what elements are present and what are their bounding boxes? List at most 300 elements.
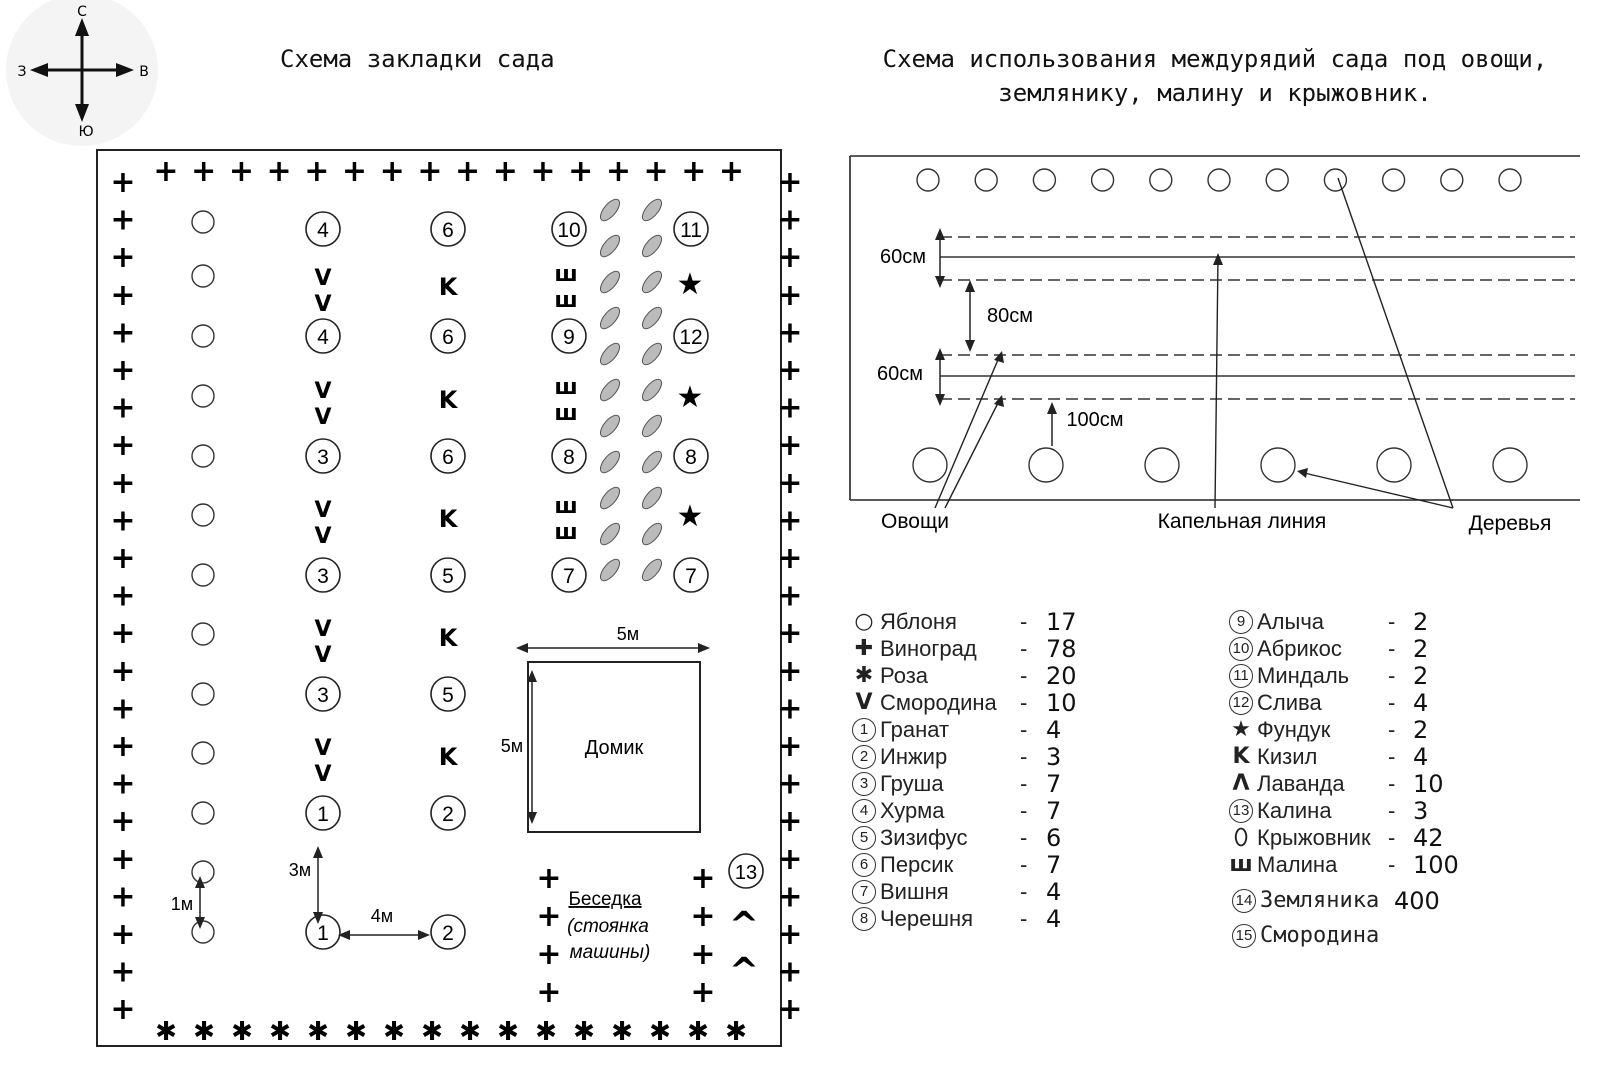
rows-title-line-1: Схема использования междурядий сада под овощи, [882,45,1548,73]
rose-mark: ✱ [269,1017,291,1047]
legend-item-dash: - [1388,662,1396,688]
compass-west-label: З [17,64,27,80]
legend-symbol: ⬯ [1234,825,1248,850]
grape-cross: + [690,861,716,896]
currant-mark: V [314,617,332,642]
compass-east-label: В [139,64,149,80]
legend-symbol-number: 6 [852,853,876,877]
gooseberry-bush [639,232,665,260]
tree-marker-number: 8 [563,446,575,469]
legend-symbol-number: 2 [852,745,876,769]
dim-100cm: 100см [1066,409,1124,431]
legend-item-dash: - [1020,716,1028,742]
gooseberry-bush [639,556,665,584]
cornel-mark: K [438,386,458,414]
grape-cross: + [777,428,803,464]
legend-symbol [1225,691,1257,715]
grape-cross: + [777,691,803,727]
legend-item-name: Малина [1257,851,1338,877]
grape-cross: + [110,465,136,501]
tree-marker-number: 7 [685,565,697,588]
column-f [674,212,708,592]
tree-marker-number: 11 [680,219,702,242]
hazelnut-star: ★ [676,380,704,415]
legend-symbol [848,880,880,904]
grape-cross: + [777,804,803,840]
cornel-mark: K [438,273,458,301]
grape-cross: + [690,937,716,972]
grape-cross: + [110,917,136,952]
tree-marker-number: 6 [442,446,454,469]
currant-mark: V [314,498,332,523]
legend-item-count: 20 [1046,661,1077,690]
legend-item [1225,824,1485,851]
legend-right [1225,608,1485,888]
legend-item-count: 4 [1046,904,1062,933]
legend-item-dash: - [1020,635,1028,661]
grape-cross: + [110,653,136,689]
grape-cross: + [777,503,803,539]
grape-cross: + [777,841,803,877]
grape-cross: + [568,154,594,189]
legend-item [1225,635,1485,662]
legend-item [1228,887,1488,914]
legend-symbol [848,907,880,931]
grape-cross: + [777,766,803,802]
grape-cross: + [536,899,562,934]
legend-item-count: 17 [1046,607,1077,636]
legend-item-count: 7 [1046,796,1062,825]
legend-item [848,635,1108,662]
dim-4m: 4м [370,906,394,926]
rose-mark: ✱ [611,1017,633,1047]
tree-marker-number: 3 [317,684,329,707]
grape-cross: + [777,992,803,1028]
dim-60cm-top: 60см [880,246,926,268]
grape-cross: + [777,165,803,200]
legend-item-dash: - [1020,797,1028,823]
legend-symbol: K [1232,744,1250,769]
legend-item [848,824,1108,851]
grape-cross: + [110,165,136,200]
legend-symbol [848,826,880,850]
tree-small [1383,169,1405,191]
rose-mark: ✱ [345,1017,367,1047]
grape-cross: + [681,154,707,189]
apple-tree [192,921,214,943]
tree-small [975,169,997,191]
gooseberry-bush [639,520,665,548]
legend-item [848,905,1108,932]
column-c [431,212,465,949]
legend-symbol [848,853,880,877]
grape-cross: + [110,503,136,539]
grape-cross: + [379,154,405,189]
currant-mark: V [314,405,332,430]
tree-marker-number: 10 [557,219,581,242]
rose-mark: ✱ [231,1017,253,1047]
legend-item-name: Хурма [880,797,945,823]
grape-cross: + [777,616,803,652]
grape-cross: + [777,879,803,915]
grape-cross: + [191,154,217,189]
legend-symbol [848,745,880,769]
grape-cross: + [110,954,136,990]
legend-item-dash: - [1020,770,1028,796]
legend-symbol: ○ [854,609,874,634]
legend-item-count: 78 [1046,634,1077,663]
legend-symbol-number: 10 [1229,637,1253,661]
currant-mark: V [314,524,332,549]
grape-cross: + [153,154,179,189]
apple-tree [192,623,214,645]
grape-cross: + [536,861,562,896]
legend-symbol [1225,664,1257,688]
tree-row-top [917,169,1521,191]
gazebo-line-1: Беседка [568,889,642,910]
tree-marker-number: 4 [317,326,329,349]
grape-cross: + [777,315,803,351]
legend-symbol [848,772,880,796]
gooseberry-bush [639,448,665,476]
legend-item-count: 4 [1413,742,1429,771]
legend-item-dash: - [1388,851,1396,877]
legend-item-dash: - [1388,797,1396,823]
legend-item-name: Яблоня [880,608,957,634]
grape-cross: + [777,390,803,426]
legend-item [1225,689,1485,716]
grape-cross: + [110,766,136,802]
legend-symbol-number: 11 [1229,664,1253,688]
tree-marker-number: 5 [442,684,454,707]
grape-cross: + [777,917,803,952]
legend-item-name: Алыча [1257,608,1325,634]
dim-5m-side: 5м [500,736,524,756]
legend-item [1225,608,1485,635]
tree-small [1208,169,1230,191]
gooseberry-bush [597,340,623,368]
legend-symbol-number: 9 [1229,610,1253,634]
legend-symbol-number: 13 [1229,799,1253,823]
house-label: Домик [584,737,644,759]
dim-60cm-bottom: 60см [877,363,923,385]
gooseberry-bush [597,196,623,224]
tree-row-bottom [913,448,1527,482]
apple-tree [192,265,214,287]
legend-item-name: Персик [880,851,954,877]
tree-marker-number: 5 [442,565,454,588]
gooseberry-bush [639,304,665,332]
raspberry-mark: ш [554,375,578,400]
grape-cross: + [455,154,481,189]
gooseberry-bush [639,412,665,440]
label-drip-line: Капельная линия [1157,510,1327,533]
legend-item-dash: - [1020,743,1028,769]
rose-mark: ✱ [535,1017,557,1047]
legend-item-name: Кизил [1257,743,1318,769]
legend-item-count: 2 [1413,661,1429,690]
gazebo-line-2: (стоянка [567,916,649,937]
dim-1m: 1м [170,894,194,914]
dimension-arrows [940,230,1052,446]
legend-item-count: 7 [1046,769,1062,798]
grape-cross: + [643,154,669,189]
legend-item-name: Зизифус [880,824,968,850]
legend-symbol [1225,799,1257,823]
legend-item [848,689,1108,716]
legend-symbol: ✚ [854,636,874,661]
gooseberry-bush [597,232,623,260]
legend-item-name: Смородина [880,689,997,715]
legend-item [1225,770,1485,797]
tree-marker-number: 3 [317,446,329,469]
currant-mark: V [314,643,332,668]
grape-cross: + [110,616,136,652]
legend-item-count: 3 [1046,742,1062,771]
legend-item [1225,743,1485,770]
tree-marker-number: 2 [442,922,454,945]
tree-small [1266,169,1288,191]
garden-plan-diagram [0,140,820,1060]
legend-item-name: Крыжовник [1257,824,1371,850]
grape-cross: + [110,804,136,840]
tree-marker-number: 6 [442,326,454,349]
grape-cross: + [110,879,136,915]
cornel-mark: K [438,624,458,652]
gazebo-line-3: машины) [569,942,651,963]
compass-rose [0,0,170,150]
gooseberry-bush [639,484,665,512]
rose-row-bottom [155,1017,747,1047]
grape-row-right [777,165,802,1027]
rose-mark: ✱ [193,1017,215,1047]
tree-large [1493,448,1527,482]
legend-symbol-number: 1 [852,718,876,742]
legend-item-count: 400 [1394,886,1440,915]
label-trees: Деревья [1468,512,1552,535]
legend-item-name: Виноград [880,635,977,661]
legend-symbol [1228,924,1260,948]
grape-cross: + [777,578,803,614]
gooseberry-bush [639,196,665,224]
legend-symbol [848,799,880,823]
legend-item-count: 2 [1413,607,1429,636]
legend-item [848,608,1108,635]
legend-item-name: Гранат [880,716,950,742]
grape-cross: + [266,154,292,189]
legend-item-count: 10 [1046,688,1077,717]
currant-mark: V [314,266,332,291]
legend-item-count: 2 [1413,715,1429,744]
rose-mark: ✱ [307,1017,329,1047]
legend-item-count: 2 [1413,634,1429,663]
legend-item-name: Роза [880,662,929,688]
rows-scheme-title [820,42,1610,110]
tree-marker-number: 6 [442,219,454,242]
legend-item-dash: - [1388,770,1396,796]
rose-mark: ✱ [649,1017,671,1047]
legend-item-name: Смородина [1260,923,1380,948]
tree-marker-number: 8 [685,446,697,469]
grape-cross: + [777,277,803,313]
legend-symbol-number: 5 [852,826,876,850]
dim-80cm: 80см [987,305,1033,327]
apple-tree [192,211,214,233]
gooseberry-bush [639,340,665,368]
viburnum-number: 13 [734,862,758,884]
raspberry-mark: ш [554,520,578,545]
apple-tree [192,445,214,467]
raspberry-mark: ш [554,262,578,287]
apple-tree [192,564,214,586]
legend-item-count: 4 [1046,715,1062,744]
legend-left [848,608,1108,938]
raspberry-mark: ш [554,401,578,426]
apple-tree [192,385,214,407]
tree-small [1150,169,1172,191]
legend-symbol-number: 3 [852,772,876,796]
tree-marker-number: 9 [563,326,575,349]
grape-row-left [110,165,135,1027]
legend-symbol [848,718,880,742]
legend-symbol-number: 12 [1229,691,1253,715]
grape-cross: + [777,202,803,238]
grape-cross: + [690,975,716,1010]
legend-item-dash: - [1388,635,1396,661]
rose-mark: ✱ [421,1017,443,1047]
apple-tree [192,742,214,764]
legend-item-dash: - [1020,878,1028,904]
lavender-mark: ^ [728,905,760,946]
legend-symbol: ✱ [854,663,874,688]
legend-symbol [1225,637,1257,661]
legend-symbol: V [855,690,873,715]
hazelnut-star: ★ [676,499,704,534]
rose-mark: ✱ [725,1017,747,1047]
pointer-arrowheads [994,253,1308,478]
grape-cross: + [228,154,254,189]
compass-south-label: Ю [78,124,94,140]
grape-cross: + [110,202,136,238]
legend-item-name: Слива [1257,689,1322,715]
grape-cross: + [536,975,562,1010]
legend-symbol [1225,610,1257,634]
legend-item-name: Лаванда [1257,770,1345,796]
column-d [552,212,586,592]
rose-mark: ✱ [155,1017,177,1047]
grape-cross: + [110,541,136,576]
grape-cross: + [777,954,803,990]
legend-item-count: 10 [1413,769,1444,798]
grape-cross: + [110,240,136,276]
legend-item [848,662,1108,689]
legend-symbol-number: 15 [1232,924,1256,948]
legend-symbol-number: 8 [852,907,876,931]
grape-cross: + [110,578,136,614]
legend-item-count: 7 [1046,850,1062,879]
rose-mark: ✱ [459,1017,481,1047]
grape-cross: + [110,353,136,388]
grape-cross: + [110,277,136,313]
gooseberry-bush [597,376,623,404]
currant-mark: V [314,292,332,317]
legend-item-dash: - [1020,905,1028,931]
gooseberry-bush [597,412,623,440]
legend-item-dash: - [1020,689,1028,715]
legend-item [1225,716,1485,743]
gooseberry-columns [597,196,665,584]
grape-cross: + [341,154,368,189]
raspberry-mark: ш [554,288,578,313]
legend-symbol: ★ [1231,717,1251,742]
legend-item-dash: - [1020,851,1028,877]
legend-item [848,878,1108,905]
plan-title: Схема закладки сада [280,45,555,73]
legend-item [1225,662,1485,689]
apple-tree [192,802,214,824]
grape-cross: + [110,691,136,727]
tree-large [1377,448,1411,482]
legend-item-count: 100 [1413,850,1459,879]
cornel-mark: K [438,505,458,533]
rose-mark: ✱ [383,1017,405,1047]
tree-small [1499,169,1521,191]
grape-cross: + [110,841,136,877]
legend-item-dash: - [1388,689,1396,715]
grape-cross: + [536,937,562,972]
gooseberry-bush [597,304,623,332]
legend-item-count: 4 [1046,877,1062,906]
legend-item [848,770,1108,797]
legend-item [848,716,1108,743]
currant-mark: V [314,736,332,761]
tree-large [913,448,947,482]
apple-tree [192,504,214,526]
grape-cross: + [417,154,443,189]
legend-item-count: 42 [1413,823,1444,852]
gooseberry-bush [639,268,665,296]
tree-large [1261,448,1295,482]
grape-cross: + [110,428,136,464]
grape-cross: + [110,390,136,426]
dim-3m: 3м [288,860,312,880]
legend-extra [1228,887,1488,957]
legend-item-name: Миндаль [1257,662,1350,688]
legend-item-dash: - [1020,608,1028,634]
legend-item-name: Инжир [880,743,948,769]
legend-item-name: Вишня [880,878,949,904]
dim-5m-top: 5м [616,624,640,644]
grape-cross: + [492,154,518,189]
grape-cross: + [110,992,136,1028]
drip-lines [940,237,1575,399]
legend-symbol: ш [1229,852,1253,877]
legend-item [848,797,1108,824]
tree-small [1441,169,1463,191]
label-vegetables: Овощи [881,510,949,533]
cornel-mark: K [438,743,458,771]
lavender-mark: ^ [728,951,760,992]
tree-small [1324,169,1346,191]
pointer-lines [935,178,1453,508]
grape-cross: + [777,240,803,276]
hazelnut-star: ★ [676,267,704,302]
tree-marker-number: 3 [317,565,329,588]
legend-symbol-number: 4 [852,799,876,823]
grape-cross: + [530,154,556,189]
tree-marker-number: 1 [317,803,329,826]
grape-cross: + [718,154,745,189]
